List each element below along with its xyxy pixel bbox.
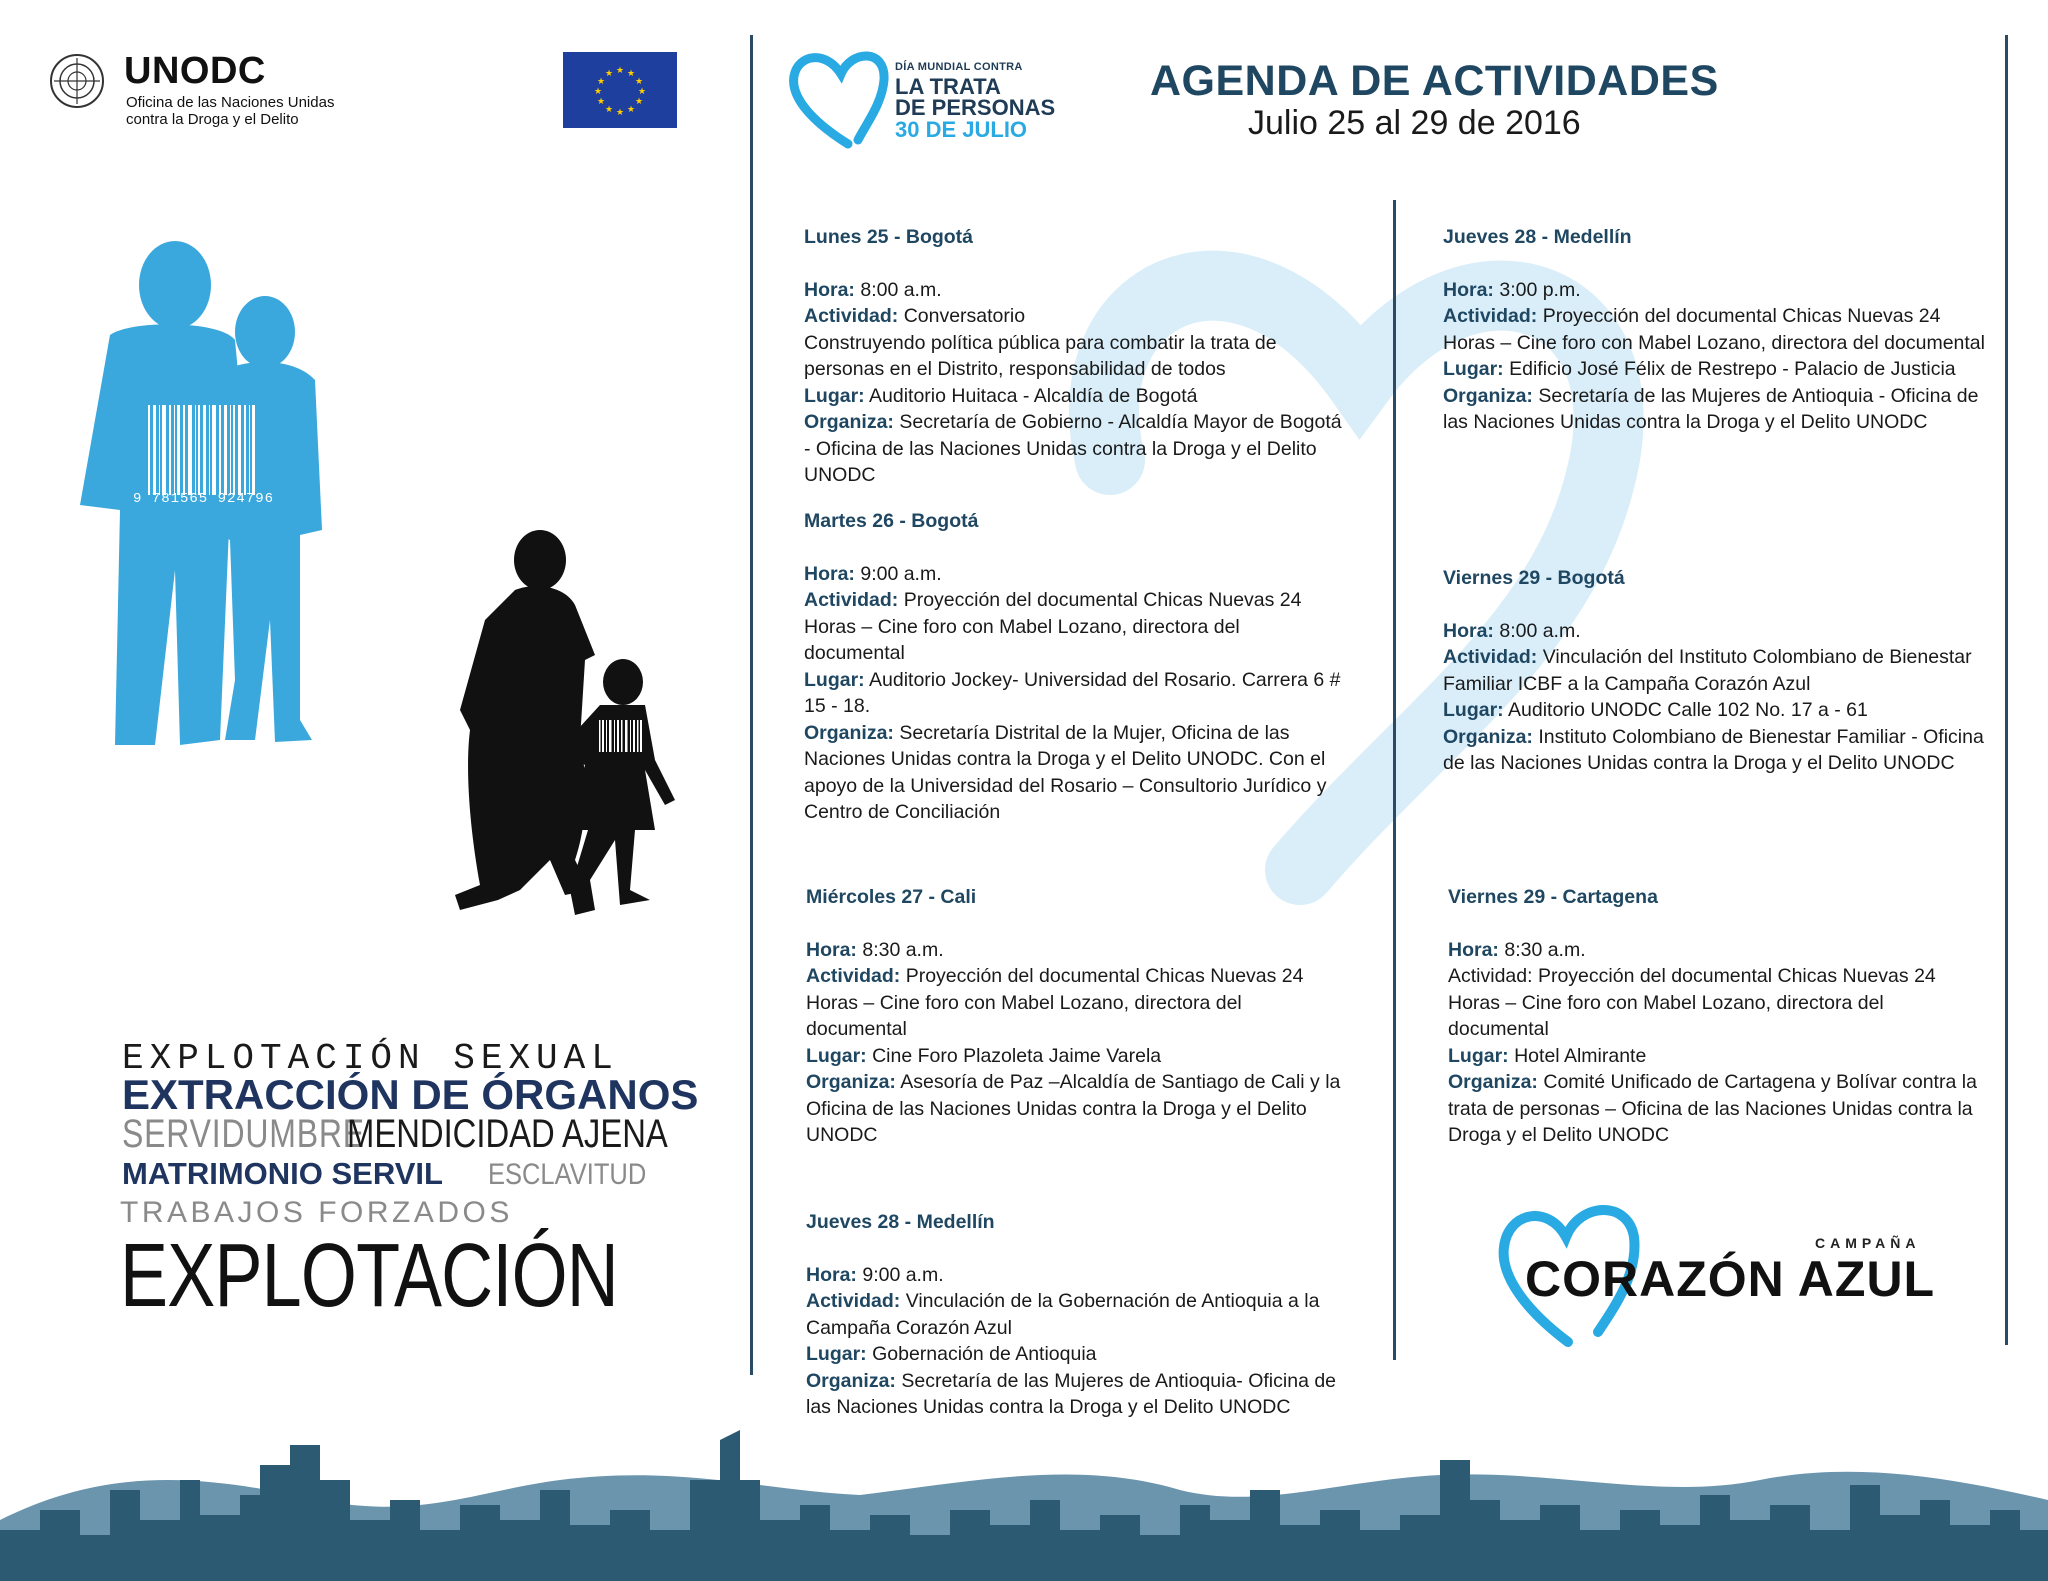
actividad-value: Conversatorio <box>903 305 1026 327</box>
event-jueves-28-am <box>806 1209 1346 1421</box>
actividad-text: Actividad: Proyección del documental Chicas Nuevas 24 Horas – Cine foro con Mabel Lozano, directora del documental <box>1448 965 1936 1040</box>
organiza-value: Secretaría de las Mujeres de Antioquia - Oficina de las Naciones Unidas contra la Droga y el Delito UNODC <box>1443 384 1979 433</box>
lugar-value: Gobernación de Antioquia <box>872 1343 1097 1365</box>
organiza-value: Instituto Colombiano de Bienestar Familiar - Oficina de las Naciones Unidas contra la Droga y el Delito UNODC <box>1443 725 1984 774</box>
eu-flag-icon <box>563 52 677 128</box>
day-logo-line-2: LA TRATA <box>895 74 1001 99</box>
hora-value: 8:30 a.m. <box>862 938 944 961</box>
barcode-number: 9 781565 924796 <box>133 491 275 507</box>
lugar-label: Lugar: <box>806 1343 867 1365</box>
word-explotacion-sexual: EXPLOTACIÓN SEXUAL <box>122 1038 619 1079</box>
svg-text:★: ★ <box>615 66 625 76</box>
organiza-label: Organiza: <box>804 721 894 744</box>
organiza-value: Secretaría Distrital de la Mujer, Oficina de las Naciones Unidas contra la Droga y el Delito UNODC. Con el apoyo de la Universidad del Rosario – Consultorio Jurídico y Centro de Conciliación <box>804 721 1327 823</box>
actividad-label: Actividad: <box>804 589 899 611</box>
hora-value: 8:00 a.m. <box>1499 619 1581 642</box>
divider-left <box>750 35 753 1375</box>
word-esclavitud: ESCLAVITUD <box>488 1158 647 1191</box>
actividad-label: Actividad: <box>1443 305 1538 327</box>
blue-heart-icon <box>786 44 896 150</box>
hora-value: 8:00 a.m. <box>860 278 942 301</box>
hora-label: Hora: <box>806 938 857 961</box>
organiza-label: Organiza: <box>806 1071 896 1093</box>
svg-text:★: ★ <box>604 105 614 115</box>
hora-label: Hora: <box>804 562 855 585</box>
hora-value: 9:00 a.m. <box>860 562 942 585</box>
svg-text:★: ★ <box>634 77 644 87</box>
actividad-value: Vinculación de la Gobernación de Antioquia a la Campaña Corazón Azul <box>806 1290 1320 1339</box>
lugar-label: Lugar: <box>804 384 865 407</box>
actividad-value: Proyección del documental Chicas Nuevas 24 Horas – Cine foro con Mabel Lozano, directora del documental <box>1443 305 1985 354</box>
hora-value: 9:00 a.m. <box>862 1263 944 1286</box>
svg-text:★: ★ <box>637 87 647 97</box>
event-viernes-29-cartagena <box>1448 884 1988 1149</box>
organiza-value: Secretaría de Gobierno - Alcaldía Mayor de Bogotá - Oficina de las Naciones Unidas contra la Droga y el Delito UNODC <box>804 411 1342 486</box>
event-heading: Martes 26 - Bogotá <box>804 510 979 532</box>
svg-text:★: ★ <box>634 97 644 107</box>
actividad-value: Proyección del documental Chicas Nuevas 24 Horas – Cine foro con Mabel Lozano, directora del documental <box>806 965 1304 1040</box>
event-heading: Viernes 29 - Bogotá <box>1443 567 1625 589</box>
lugar-value: Edificio José Félix de Restrepo - Palacio de Justicia <box>1509 358 1956 380</box>
lugar-value: Auditorio Huitaca - Alcaldía de Bogotá <box>869 384 1198 407</box>
hora-label: Hora: <box>1443 619 1494 642</box>
campaign-small: CAMPAÑA <box>1815 1235 1921 1251</box>
actividad-label: Actividad: <box>1443 646 1538 668</box>
day-logo-line-3: DE PERSONAS <box>895 95 1056 120</box>
word-trabajos-forzados: TRABAJOS FORZADOS <box>120 1196 513 1229</box>
org-line-1: Oficina de las Naciones Unidas <box>126 94 335 111</box>
woman-child-silhouette-icon <box>440 530 690 930</box>
org-name: UNODC <box>124 50 266 92</box>
word-servidumbre: SERVIDUMBRE <box>122 1112 365 1156</box>
organiza-value: Asesoría de Paz –Alcaldía de Santiago de Cali y la Oficina de las Naciones Unidas contra la Droga y el Delito UNODC <box>806 1071 1341 1146</box>
agenda-dates: Julio 25 al 29 de 2016 <box>1248 104 1581 142</box>
word-matrimonio-servil: MATRIMONIO SERVIL <box>122 1156 443 1191</box>
hora-label: Hora: <box>804 278 855 301</box>
hora-value: 8:30 a.m. <box>1504 938 1586 961</box>
actividad-value: Vinculación del Instituto Colombiano de Bienestar Familiar ICBF a la Campaña Corazón Azul <box>1443 646 1972 695</box>
actividad-extra: Construyendo política pública para combatir la trata de personas en el Distrito, responsabilidad de todos <box>804 331 1277 380</box>
lugar-label: Lugar: <box>804 668 865 691</box>
actividad-value: Proyección del documental Chicas Nuevas 24 Horas – Cine foro con Mabel Lozano, directora del documental <box>804 589 1302 664</box>
lugar-value: Auditorio UNODC Calle 102 No. 17 a - 61 <box>1508 699 1868 721</box>
word-mendicidad-ajena: MENDICIDAD AJENA <box>347 1112 668 1156</box>
event-heading: Viernes 29 - Cartagena <box>1448 886 1658 908</box>
event-jueves-28-pm <box>1443 224 1988 436</box>
lugar-value: Auditorio Jockey- Universidad del Rosario. Carrera 6 # 15 - 18. <box>804 668 1341 717</box>
svg-text:★: ★ <box>596 77 606 87</box>
actividad-label: Actividad: <box>806 1290 901 1312</box>
event-martes-26 <box>804 508 1344 826</box>
organiza-label: Organiza: <box>1443 725 1533 748</box>
svg-text:★: ★ <box>626 105 636 115</box>
hora-label: Hora: <box>806 1263 857 1286</box>
divider-middle <box>1393 200 1396 1360</box>
actividad-label: Actividad: <box>804 305 899 327</box>
lugar-label: Lugar: <box>1448 1044 1509 1067</box>
event-heading: Miércoles 27 - Cali <box>806 886 977 908</box>
lugar-label: Lugar: <box>806 1044 867 1067</box>
event-miercoles-27 <box>806 884 1346 1149</box>
hora-label: Hora: <box>1448 938 1499 961</box>
campaign-title: CORAZÓN AZUL <box>1525 1251 1936 1307</box>
svg-text:★: ★ <box>593 87 603 97</box>
organiza-label: Organiza: <box>1448 1071 1538 1093</box>
organiza-label: Organiza: <box>806 1369 896 1392</box>
organiza-label: Organiza: <box>1443 384 1533 407</box>
un-emblem-icon <box>48 52 106 110</box>
event-viernes-29-bogota <box>1443 565 1988 777</box>
lugar-label: Lugar: <box>1443 699 1504 721</box>
day-logo-line-1: DÍA MUNDIAL CONTRA <box>895 61 1023 73</box>
word-extraccion-organos: EXTRACCIÓN DE ÓRGANOS <box>122 1071 699 1118</box>
hora-value: 3:00 p.m. <box>1499 278 1581 301</box>
organiza-value: Comité Unificado de Cartagena y Bolívar contra la trata de personas – Oficina de las Naciones Unidas contra la Droga y el Delito UNODC <box>1448 1071 1977 1146</box>
agenda-title: AGENDA DE ACTIVIDADES <box>1150 57 1719 105</box>
org-line-2: contra la Droga y el Delito <box>126 111 299 128</box>
event-heading: Jueves 28 - Medellín <box>1443 226 1632 248</box>
event-heading: Jueves 28 - Medellín <box>806 1211 995 1233</box>
svg-text:★: ★ <box>596 97 606 107</box>
day-logo-date: 30 DE JULIO <box>895 117 1028 142</box>
hora-label: Hora: <box>1443 278 1494 301</box>
lugar-value: Hotel Almirante <box>1514 1044 1647 1067</box>
svg-text:★: ★ <box>626 69 636 79</box>
city-skyline <box>0 1420 2048 1581</box>
word-explotacion: EXPLOTACIÓN <box>120 1226 618 1326</box>
lugar-label: Lugar: <box>1443 358 1504 380</box>
divider-right <box>2005 35 2008 1345</box>
organiza-value: Secretaría de las Mujeres de Antioquia- Oficina de las Naciones Unidas contra la Droga y el Delito UNODC <box>806 1369 1337 1418</box>
svg-text:★: ★ <box>615 108 625 118</box>
event-lunes-25 <box>804 224 1344 489</box>
actividad-label: Actividad: <box>806 965 901 987</box>
svg-text:★: ★ <box>604 69 614 79</box>
lugar-value: Cine Foro Plazoleta Jaime Varela <box>872 1044 1162 1067</box>
event-heading: Lunes 25 - Bogotá <box>804 226 974 248</box>
organiza-label: Organiza: <box>804 411 894 433</box>
